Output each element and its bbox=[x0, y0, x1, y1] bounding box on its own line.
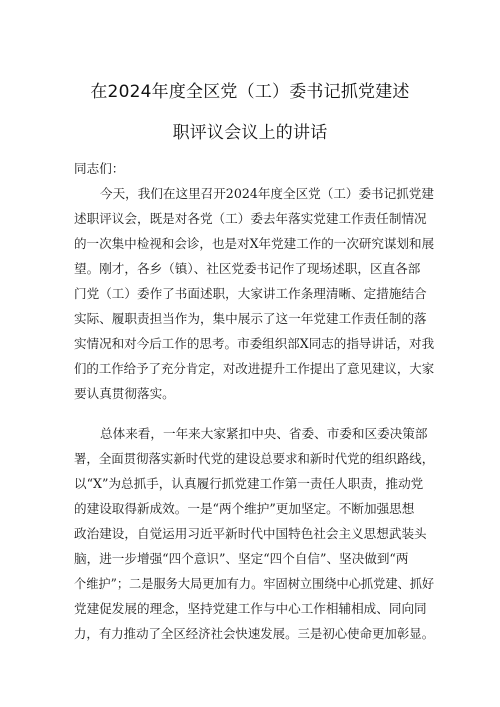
paragraph-2-line: 党建促发展的理念，坚持党建工作与中心工作相辅相成、同向同 bbox=[74, 601, 427, 616]
paragraph-2-line: 力，有力推动了全区经济社会快速发展。三是初心使命更加彰显。 bbox=[74, 626, 435, 641]
paragraph-1-line: 述职评议会，既是对各党（工）委去年落实党建工作责任制情况 bbox=[74, 211, 427, 226]
paragraph-1-line: 要认真贯彻落实。 bbox=[74, 386, 175, 401]
paragraph-2-line: 个维护”；二是服务大局更加有力。牢固树立围绕中心抓党建、抓好 bbox=[74, 576, 435, 591]
document-title-line-1: 在2024年度全区党（工）委书记抓党建述 bbox=[90, 82, 410, 102]
paragraph-2-line: 署，全面贯彻落实新时代党的建设总要求和新时代党的组织路线， bbox=[74, 451, 435, 466]
paragraph-2-line: 的建设取得新成效。一是“两个维护”更加坚定。不断加强思想 bbox=[74, 501, 415, 516]
paragraph-1-line: 望。刚才，各乡（镇）、社区党委书记作了现场述职，区直各部 bbox=[74, 261, 421, 276]
paragraph-1-line: 的一次集中检视和会诊，也是对X年党建工作的一次研究谋划和展 bbox=[74, 236, 435, 251]
paragraph-2-line: 以“X”为总抓手，认真履行抓党建工作第一责任人职责，推动党 bbox=[74, 476, 424, 491]
paragraph-1-line: 今天，我们在这里召开2024年度全区党（工）委书记抓党建 bbox=[100, 186, 434, 201]
document-title-line-2: 职评议会议上的讲话 bbox=[172, 123, 328, 143]
paragraph-2-line: 脑，进一步增强“四个意识”、坚定“四个自信”、坚决做到“两 bbox=[74, 551, 409, 566]
paragraph-1-line: 实际、履职责担当作为，集中展示了这一年党建工作责任制的落 bbox=[74, 311, 427, 326]
paragraph-1-line: 门党（工）委作了书面述职，大家讲工作条理清晰、定措施结合 bbox=[74, 286, 427, 301]
paragraph-1-line: 们的工作给予了充分肯定，对改进提升工作提出了意见建议，大家 bbox=[74, 361, 435, 376]
greeting: 同志们： bbox=[74, 161, 125, 176]
paragraph-2-line: 总体来看，一年来大家紧扣中央、省委、市委和区委决策部 bbox=[100, 426, 428, 441]
paragraph-2-line: 政治建设，自觉运用习近平新时代中国特色社会主义思想武装头 bbox=[74, 526, 427, 541]
paragraph-1-line: 实情况和对今后工作的思考。市委组织部X同志的指导讲话，对我 bbox=[74, 336, 435, 351]
